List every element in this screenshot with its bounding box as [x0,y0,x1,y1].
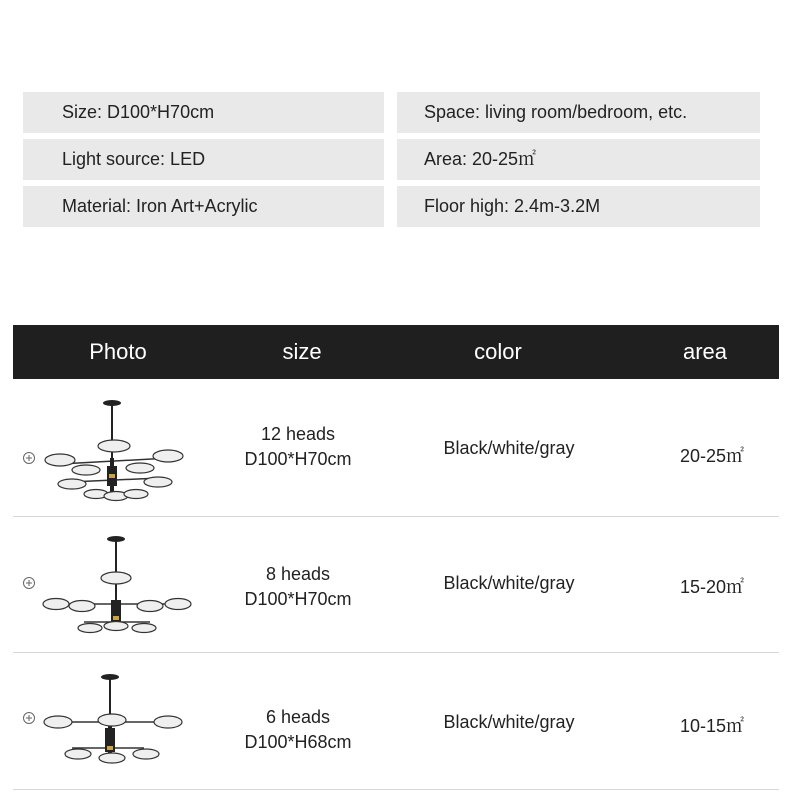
spec-size: Size: D100*H70cm [23,92,384,133]
row-divider [13,652,779,653]
row-divider [13,516,779,517]
row-2-heads: 8 heads [265,564,331,584]
header-size: size [282,339,322,364]
spec-area: Area: 20-25㎡ [397,139,760,180]
chandelier-12-heads-photo [40,396,200,506]
row-3-dimensions: D100*H68cm [244,732,352,752]
table-header [13,325,779,379]
row-divider [13,789,779,790]
row-2-size [244,562,351,612]
row-2-dimensions: D100*H70cm [244,589,352,609]
row-2-color: Black/white/gray [443,573,575,593]
row-1-heads: 12 heads [260,424,336,444]
row-1-color: Black/white/gray [443,438,575,458]
row-1-area: 20-25㎡ [679,446,745,466]
row-3-heads: 6 heads [265,707,331,727]
row-1-size [244,422,351,472]
chandelier-8-heads-photo [40,530,200,640]
row-1-dimensions: D100*H70cm [244,449,352,469]
spec-light-source: Light source: LED [23,139,384,180]
chandelier-6-heads-photo [40,668,200,778]
spec-material: Material: Iron Art+Acrylic [23,186,384,227]
header-color: color [474,339,522,364]
row-3-size [244,705,351,755]
header-photo: Photo [89,339,147,364]
zoom-in-icon[interactable] [22,576,36,590]
header-area: area [682,339,728,364]
spec-floor-high: Floor high: 2.4m-3.2M [397,186,760,227]
zoom-in-icon[interactable] [22,711,36,725]
row-2-area: 15-20㎡ [679,577,745,597]
row-3-area: 10-15㎡ [679,716,745,736]
zoom-in-icon[interactable] [22,451,36,465]
spec-space: Space: living room/bedroom, etc. [397,92,760,133]
row-3-color: Black/white/gray [443,712,575,732]
